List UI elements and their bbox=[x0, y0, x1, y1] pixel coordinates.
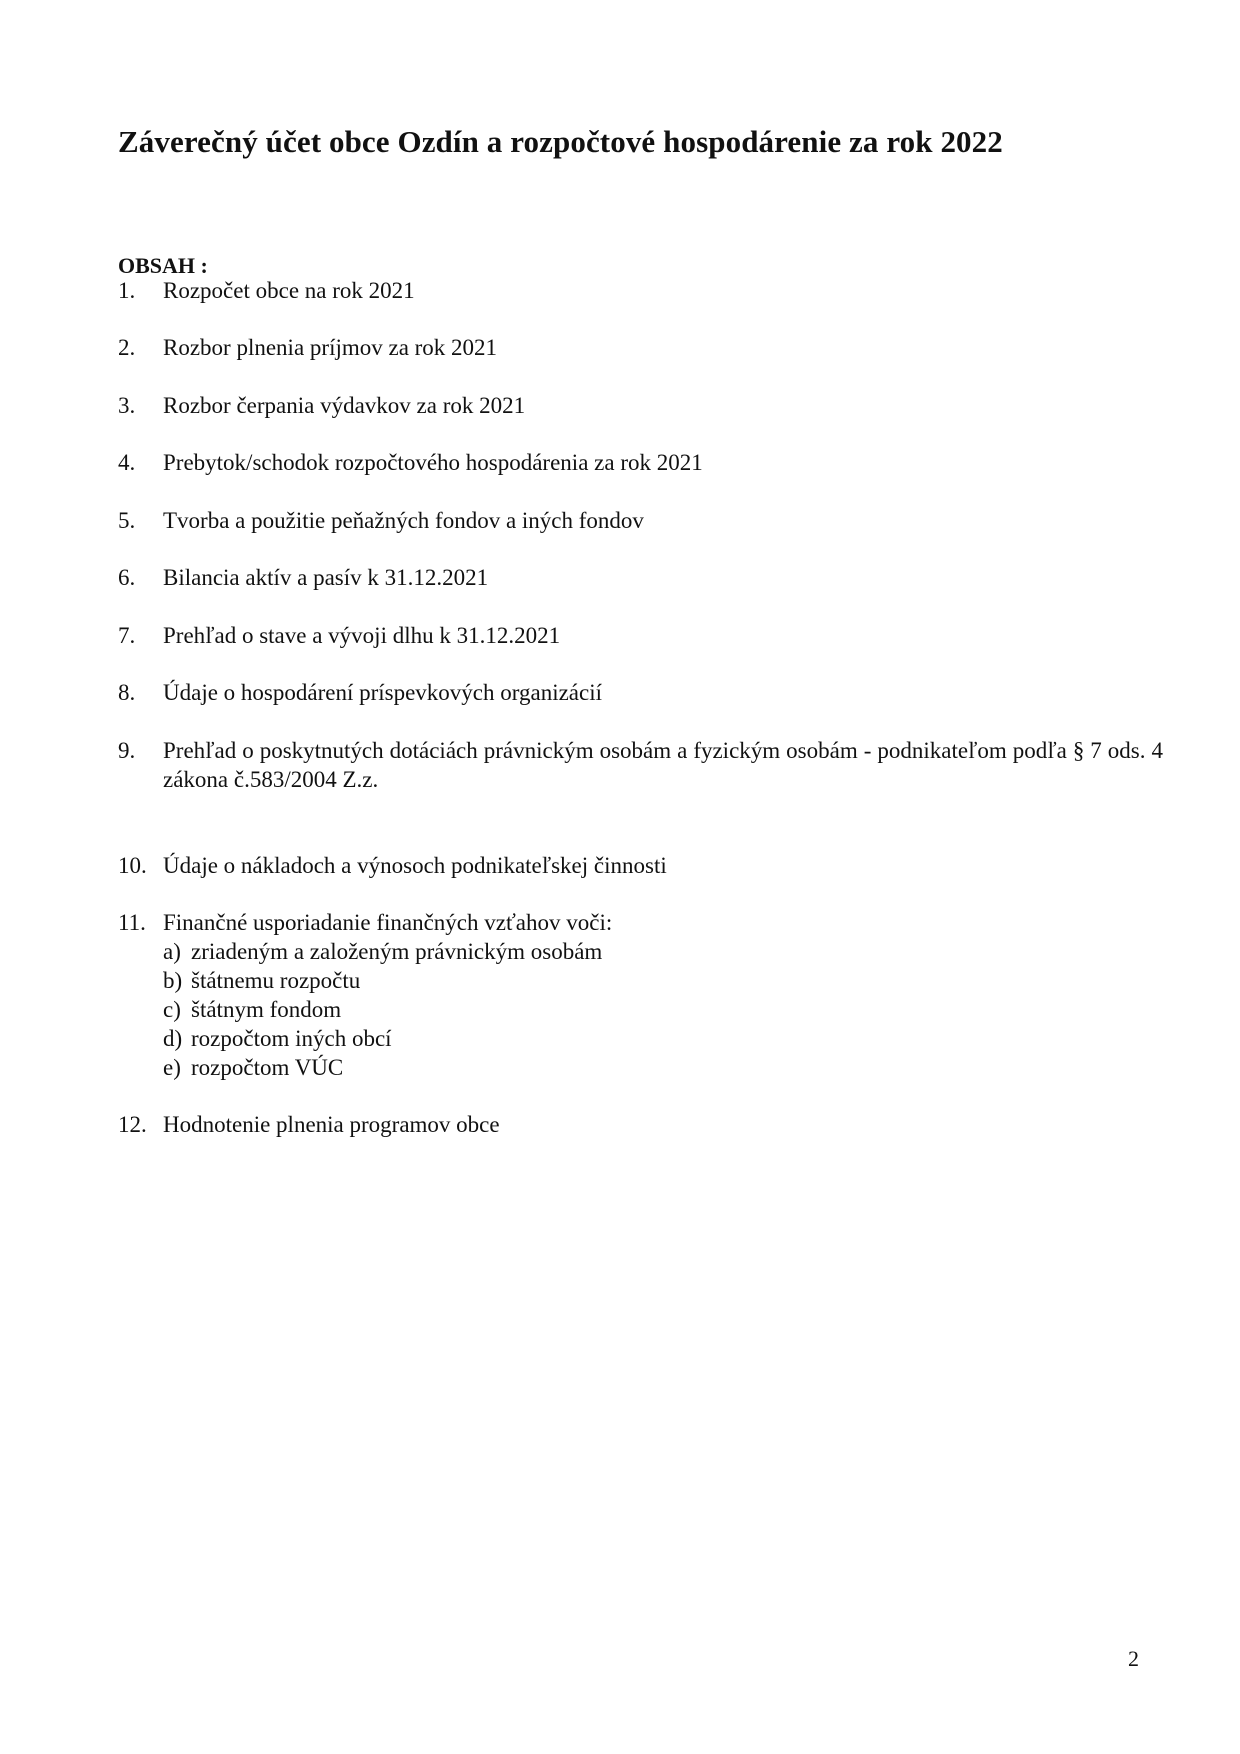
toc-item-text: Bilancia aktív a pasív k 31.12.2021 bbox=[163, 565, 489, 590]
toc-item-text: Hodnotenie plnenia programov obce bbox=[163, 1112, 500, 1137]
toc-subitem-text: štátnym fondom bbox=[191, 997, 342, 1022]
toc-item-2 bbox=[118, 333, 1148, 362]
toc-item-number: 5. bbox=[118, 508, 136, 533]
toc-item-10 bbox=[118, 851, 1148, 880]
document-title: Záverečný účet obce Ozdín a rozpočtové hospodárenie za rok 2022 bbox=[118, 124, 1003, 159]
toc-item-text: Finančné usporiadanie finančných vzťahov voči: bbox=[163, 910, 613, 935]
toc-sublist bbox=[163, 937, 1148, 1082]
toc-item-number: 10. bbox=[118, 853, 147, 878]
toc-subitem-letter: a) bbox=[163, 939, 181, 964]
toc-subitem-e bbox=[163, 1053, 1148, 1082]
toc-item-5 bbox=[118, 506, 1148, 535]
toc-subitem-b bbox=[163, 966, 1148, 995]
toc-subitem-text: rozpočtom iných obcí bbox=[191, 1026, 392, 1051]
toc-item-8 bbox=[118, 678, 1148, 707]
toc-subitem-text: štátnemu rozpočtu bbox=[191, 968, 361, 993]
toc-subitem-d bbox=[163, 1024, 1148, 1053]
toc-item-number: 1. bbox=[118, 278, 136, 303]
toc-item-text: Rozbor plnenia príjmov za rok 2021 bbox=[163, 335, 498, 360]
toc-item-text: Prehľad o stave a vývoji dlhu k 31.12.2021 bbox=[163, 623, 561, 648]
toc-subitem-letter: b) bbox=[163, 968, 183, 993]
toc-item-1 bbox=[118, 276, 1148, 305]
toc-item-12 bbox=[118, 1110, 1148, 1139]
toc-item-text: Prebytok/schodok rozpočtového hospodárenia za rok 2021 bbox=[163, 450, 703, 475]
toc-item-number: 8. bbox=[118, 680, 136, 705]
toc-item-number: 4. bbox=[118, 450, 136, 475]
toc-item-number: 6. bbox=[118, 565, 136, 590]
toc-subitem-letter: d) bbox=[163, 1026, 183, 1051]
toc-item-number: 9. bbox=[118, 738, 136, 763]
toc-item-number: 3. bbox=[118, 393, 136, 418]
toc-item-11 bbox=[118, 908, 1148, 1082]
toc-subitem-letter: e) bbox=[163, 1055, 181, 1080]
toc-subitem-a bbox=[163, 937, 1148, 966]
toc-item-9 bbox=[118, 736, 1163, 794]
toc-item-text: Rozpočet obce na rok 2021 bbox=[163, 278, 415, 303]
toc-subitem-c bbox=[163, 995, 1148, 1024]
toc-item-number: 7. bbox=[118, 623, 136, 648]
toc-subitem-letter: c) bbox=[163, 997, 181, 1022]
toc-item-number: 2. bbox=[118, 335, 136, 360]
toc-subitem-text: zriadeným a založeným právnickým osobám bbox=[191, 939, 603, 964]
toc-item-6 bbox=[118, 563, 1148, 592]
toc-item-number: 11. bbox=[118, 910, 146, 935]
toc-item-text: Rozbor čerpania výdavkov za rok 2021 bbox=[163, 393, 526, 418]
toc-item-text: Prehľad o poskytnutých dotáciách právnickým osobám a fyzickým osobám - podnikateľom podľa § 7 ods. 4 zákona č.583/2004 Z.z. bbox=[163, 738, 1163, 792]
toc-item-text: Údaje o hospodárení príspevkových organizácií bbox=[163, 680, 602, 705]
toc-item-text: Tvorba a použitie peňažných fondov a iných fondov bbox=[163, 508, 644, 533]
page-number: 2 bbox=[1128, 1646, 1139, 1671]
toc-subitem-text: rozpočtom VÚC bbox=[191, 1055, 344, 1080]
toc-heading: OBSAH : bbox=[118, 253, 208, 278]
toc-item-number: 12. bbox=[118, 1112, 147, 1137]
toc-item-4 bbox=[118, 448, 1148, 477]
toc-item-7 bbox=[118, 621, 1148, 650]
toc-item-text: Údaje o nákladoch a výnosoch podnikateľskej činnosti bbox=[163, 853, 667, 878]
toc-item-3 bbox=[118, 391, 1148, 420]
